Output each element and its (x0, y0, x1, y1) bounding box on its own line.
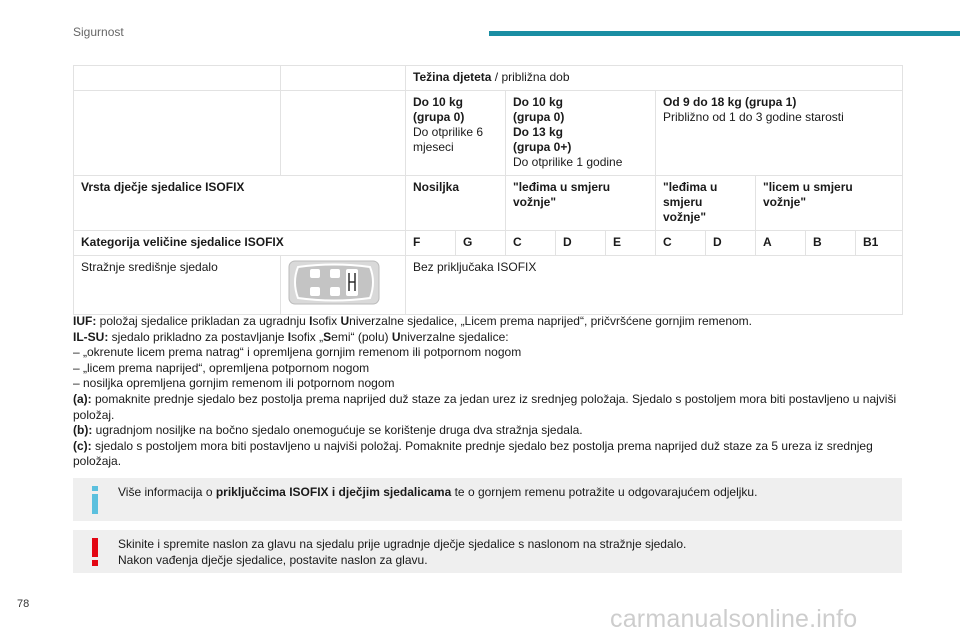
size-cell: G (456, 231, 506, 256)
isofix-table (73, 65, 903, 315)
table-row (74, 256, 903, 315)
size-cell: B1 (856, 231, 903, 256)
group0plus-weight-a: Do 10 kg (513, 95, 564, 109)
note-text: sjedalo s postoljem mora biti postavljeno u najviši položaj. Pomaknite prednje sjedalo bez postolja prema naprijed duž staze za 5 ureza iz srednjeg položaja. (73, 438, 873, 469)
note-label: (a): (73, 391, 92, 406)
empty-cell (74, 66, 281, 91)
info-text-emph: priključcima ISOFIX i dječjim sjedalicama (215, 485, 452, 499)
note-emph: I (287, 329, 292, 344)
note-text: niverzalne sjedalice: (400, 329, 509, 344)
warning-line: Skinite i spremite naslon za glavu na sjedalu prije ugradnje dječje sjedalice s naslonom na stražnje sjedalo. (118, 537, 687, 551)
table-row (74, 176, 903, 231)
note-iuf (73, 314, 902, 330)
empty-cell (74, 91, 281, 176)
weight-label: Težina djeteta (413, 70, 492, 84)
note-dash-item: – „licem prema naprijed“, opremljena potpornom nogom (73, 360, 370, 375)
note-text: niverzalne sjedalice, „Licem prema naprijed“, pričvršćene gornjim remenom. (349, 314, 752, 328)
group1-age: Približno od 1 do 3 godine starosti (663, 110, 844, 124)
note-emph: S (323, 329, 332, 344)
note-emph: I (309, 314, 313, 328)
group0-weight: Do 10 kg (413, 95, 464, 109)
size-cell: E (606, 231, 656, 256)
warning-icon (89, 538, 101, 566)
note-dash-item: – nosiljka opremljena gornjim remenom ili potpornom nogom (73, 376, 395, 391)
info-icon (89, 486, 101, 514)
warning-line: Nakon vađenja dječje sjedalice, postavite naslon za glavu. (118, 552, 428, 567)
size-cell: A (756, 231, 806, 256)
note-emph: U (340, 314, 350, 328)
note-emph: U (391, 329, 401, 344)
empty-cell (281, 91, 406, 176)
size-category-label: Kategorija veličine sjedalice ISOFIX (74, 231, 406, 256)
note-text: sofix (312, 314, 341, 328)
seat-type-label: Vrsta dječje sjedalice ISOFIX (74, 176, 406, 231)
header-accent-bar (489, 31, 960, 36)
info-text (118, 485, 892, 501)
note-a (73, 392, 902, 423)
group0-age: Do otprilike 6 mjeseci (413, 125, 484, 154)
weight-age-header (406, 66, 903, 91)
note-text: pomaknite prednje sjedalo bez postolja prema naprijed duž staze za jedan urez iz srednjeg položaja. Sjedalo s postoljem mora biti postavljeno u najviši položaj. (73, 391, 897, 422)
group0plus-cell (506, 91, 656, 176)
isofix-availability: Bez priključaka ISOFIX (406, 256, 903, 315)
table-row (74, 66, 903, 91)
empty-cell (281, 66, 406, 91)
group0plus-weight-b: Do 13 kg (513, 125, 564, 139)
table-row (74, 231, 903, 256)
seat-type-carrycot: Nosiljka (406, 176, 506, 231)
size-cell: C (506, 231, 556, 256)
seat-position-label: Stražnje središnje sjedalo (74, 256, 281, 315)
car-seat-diagram-icon (288, 260, 380, 305)
seat-type-rear-facing-2: "leđima u smjeru vožnje" (656, 176, 756, 231)
note-label: IL-SU: (73, 329, 109, 344)
note-label: (b): (73, 423, 93, 438)
warning-box (73, 530, 902, 573)
note-label: (c): (73, 438, 92, 453)
page-number: 78 (17, 598, 30, 610)
size-cell: C (656, 231, 706, 256)
group1-weight: Od 9 do 18 kg (grupa 1) (663, 95, 797, 109)
group0plus-age: Do otprilike 1 godine (513, 155, 623, 169)
age-label: / približna dob (491, 70, 570, 84)
size-cell: B (806, 231, 856, 256)
info-text-part: te o gornjem remenu potražite u odgovarajućem odjeljku. (451, 485, 758, 499)
note-label: IUF: (73, 314, 97, 328)
note-text: sofix „ (291, 329, 324, 344)
group1-cell (656, 91, 903, 176)
note-c (73, 439, 902, 470)
seat-type-forward-facing: "licem u smjeru vožnje" (756, 176, 903, 231)
watermark: carmanualsonline.info (610, 605, 858, 633)
size-cell: D (556, 231, 606, 256)
note-ilsu (73, 330, 902, 346)
group0-label: (grupa 0) (413, 110, 465, 124)
note-dash-item: – „okrenute licem prema natrag“ i opremljena gornjim remenom ili potpornom nogom (73, 345, 522, 360)
group0plus-label-a: (grupa 0) (513, 110, 565, 124)
seat-diagram-cell (281, 256, 406, 315)
seat-type-rear-facing: "leđima u smjeru vožnje" (506, 176, 656, 231)
size-cell: D (706, 231, 756, 256)
table-row (74, 91, 903, 176)
group0plus-label-b: (grupa 0+) (513, 140, 572, 154)
note-text: ugradnjom nosiljke na bočno sjedalo onemogućuje se korištenje druga dva stražnja sjedala. (92, 423, 583, 438)
info-box (73, 478, 902, 521)
note-b (73, 423, 902, 439)
section-title: Sigurnost (73, 25, 124, 39)
note-text: položaj sjedalice prikladan za ugradnju (96, 314, 310, 328)
info-text-part: Više informacija o (118, 485, 216, 499)
group0-cell (406, 91, 506, 176)
size-cell: F (406, 231, 456, 256)
note-text: emi“ (polu) (331, 329, 392, 344)
footnotes (73, 314, 902, 470)
note-text: sjedalo prikladno za postavljanje (108, 329, 288, 344)
